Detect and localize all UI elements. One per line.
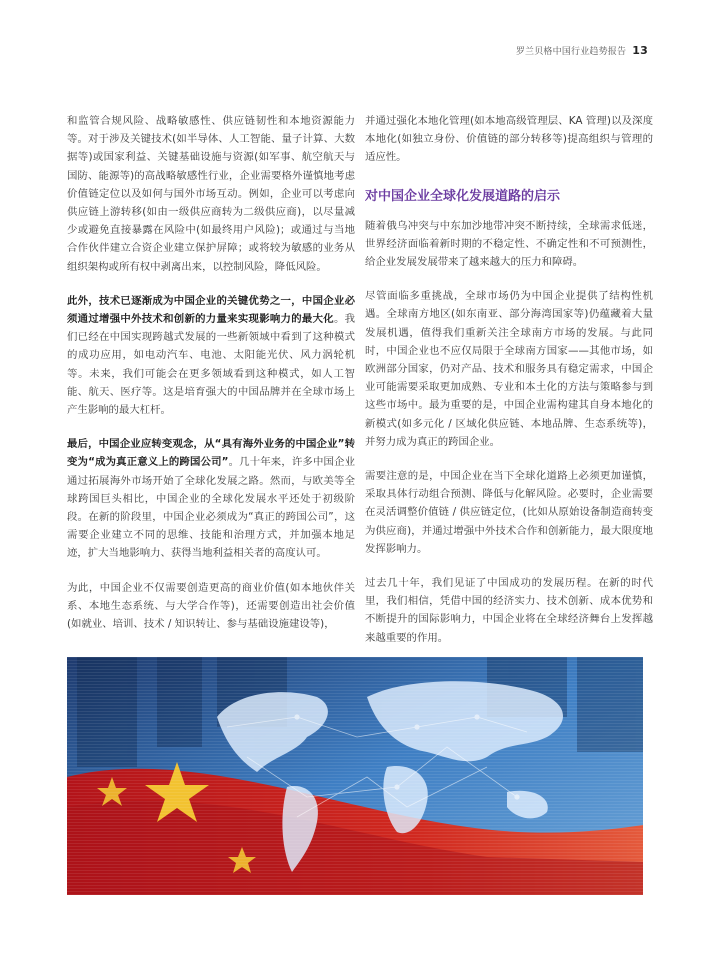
image-svg (67, 657, 643, 895)
page-header (516, 44, 648, 57)
paragraph: 随着俄乌冲突与中东加沙地带冲突不断持续，全球需求低迷，世界经济面临着新时期的不稳定性、不确定性和不可预测性，给企业发展发展带来了越来越大的压力和障碍。 (365, 219, 653, 269)
report-title: 罗兰贝格中国行业趋势报告 (515, 47, 627, 57)
left-column (67, 112, 355, 649)
bold-lead: 此外，技术已逐渐成为中国企业的关键优势之一，中国企业必须通过增强中外技术和创新的力量来实现影响力的最大化 (67, 294, 355, 326)
paragraph: 过去几十年，我们见证了中国成功的发展历程。在新的时代里，我们相信，凭借中国的经济实力、技术创新、成本优势和不断提升的国际影响力，中国企业将在全球经济舞台上发挥越来越重要的作用。 (365, 577, 653, 644)
paragraph (67, 435, 355, 562)
bold-lead: 最后，中国企业应转变观念，从“具有海外业务的中国企业”转变为“成为真正意义上的跨国公司” (67, 438, 355, 469)
paragraph: 需要注意的是，中国企业在当下全球化道路上必须更加谨慎，采取具体行动组合预测、降低与化解风险。必要时，企业需要在灵活调整价值链 / 供应链定位，(比如从原始设备制造商转变为供应商)，并通过增强中外技术合作和创新能力，最大限度地发挥影响力。 (365, 470, 653, 555)
paragraph-text: 。我们已经在中国实现跨越式发展的一些新领域中看到了这种模式的成功应用，如电动汽车、电池、太阳能光伏、风力涡轮机等。未来，我们可能会在更多领域看到这种模式，如人工智能、航天、医疗等。这是培育强大的中国品牌并在全球市场上产生影响的最大杠杆。 (67, 313, 356, 417)
right-column (365, 112, 653, 663)
paragraph (67, 292, 355, 419)
paragraph: 和监管合规风险、战略敏感性、供应链韧性和本地资源能力等。对于涉及关键技术(如半导体、人工智能、量子计算、大数据等)或国家利益、关键基础设施与资源(如军事、航空航天与国防、能源等)的高战略敏感性行业，企业需要格外谨慎地考虑价值链定位以及如何与国外市场互动。例如，企业可以考虑向供应链上游转移(如由一级供应商转为二级供应商)，以尽量减少或避免直接暴露在风险中(如最终用户风险)；或通过与当地合作伙伴建立合资企业建立保护屏障；或将较为敏感的业务从组织架构或所有权中剥离出来，以控制风险，降低风险。 (67, 115, 355, 273)
flag-world-map-image (67, 657, 643, 895)
section-heading: 对中国企业全球化发展道路的启示 (365, 188, 561, 204)
paragraph: 尽管面临多重挑战，全球市场仍为中国企业提供了结构性机遇。全球南方地区(如东南亚、部分海湾国家等)仍蕴藏着大量发展机遇，值得我们重新关注全球南方市场的发展。与此同时，中国企业也不应仅局限于全球南方国家——其他市场，如欧洲部分国家，仍对产品、技术和服务具有稳定需求，中国企业可能需要采取更加成熟、专业和本土化的方法与策略参与到这些市场中。最为重要的是，中国企业需构建其自身本地化的新模式(如多元化 / 区域化供应链、本地品牌、生态系统等)，并努力成为真正的跨国企业。 (365, 290, 653, 448)
paragraph: 并通过强化本地化管理(如本地高级管理层、KA 管理)以及深度本地化(如独立身份、价值链的部分转移等)提高组织与管理的适应性。 (365, 115, 653, 164)
paragraph: 为此，中国企业不仅需要创造更高的商业价值(如本地伙伴关系、本地生态系统、与大学合作等)，还需要创造出社会价值(如就业、培训、技术 / 知识转让、参与基础设施建设等)， (67, 581, 355, 631)
paragraph-text: 。几十年来，许多中国企业通过拓展海外市场开始了全球化发展之路。然而，与欧美等全球跨国巨头相比，中国企业的全球化发展水平还处于初级阶段。在新的阶段里，中国企业必须成为“真正的跨国公司”，这需要企业建立不同的思维、技能和治理方式，并加强本地足迹，扩大当地影响力、获得当地利益相关者的高度认可。 (67, 456, 355, 560)
page-number: 13 (632, 44, 648, 57)
